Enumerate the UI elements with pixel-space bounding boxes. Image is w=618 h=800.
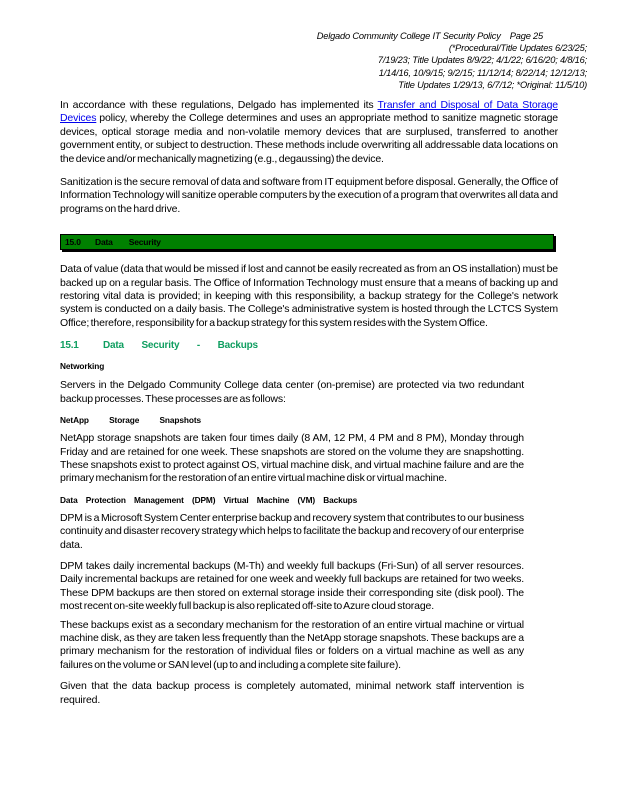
netapp-snapshots-heading: NetApp Storage Snapshots xyxy=(60,415,202,426)
section-15-0-number: 15.0 xyxy=(65,237,81,248)
header-line: 7/19/23; Title Updates 8/9/22; 4/1/22; 6/16/20; 4/8/16; xyxy=(377,55,587,66)
networking-heading: Networking xyxy=(60,361,105,372)
data-of-value-paragraph: Data of value (data that would be missed if lost and cannot be easily recreated as from an OS installation) must be backed up on a regular basis. The Office of Information Technology must ensure that a means of backing up and restoring vital data is provided; in keeping with this responsibility, a backup strategy for the College's network system is conducted on a daily basis. The College's administrative system is hosted through the LCTCS System Office; therefore, responsibility for a backup strategy for this system resides with the System Office. xyxy=(60,263,558,329)
intro-text-after-link: policy, whereby the College determines and uses an appropriate method to sanitize magnetic storage devices, optical storage media and non-volatile memory devices that are surplused, transferred to another government entity, or subject to destruction. These methods include overwriting all addressable data locations on the device and/or mechanically magnetizing (e.g., degaussing) the device. xyxy=(60,112,558,165)
dpm-overview-paragraph: DPM is a Microsoft System Center enterprise backup and recovery system that contributes to our business continuity and disaster recovery strategy which helps to facilitate the backup and recovery of our enterprise data. xyxy=(60,511,524,551)
section-15-0-title: Data Security xyxy=(95,237,161,248)
page-header xyxy=(0,30,587,91)
intro-text-before-link: In accordance with these regulations, Delgado has implemented its xyxy=(60,99,378,111)
closing-paragraph: Given that the data backup process is completely automated, minimal network staff intervention is required. xyxy=(60,680,524,706)
transfer-disposal-link[interactable]: Transfer and Disposal of Data Storage Devices xyxy=(60,99,558,125)
dpm-backups-heading: Data Protection Management (DPM) Virtual Machine (VM) Backups xyxy=(60,494,358,505)
header-line: Title Updates 1/29/13, 6/7/12; *Original: 11/5/10) xyxy=(398,79,587,90)
header-line: 1/14/16, 10/9/15; 9/2/15; 11/12/14; 8/22/14; 12/12/13; xyxy=(378,67,587,78)
section-15-1-title: Data Security - Backups xyxy=(103,340,258,352)
section-15-1-heading xyxy=(60,340,558,351)
header-line: Delgado Community College IT Security Policy Page 25 xyxy=(316,31,543,41)
dpm-secondary-mechanism-paragraph: These backups exist as a secondary mechanism for the restoration of an entire virtual machine or virtual machine disk, as they are taken less frequently than the NetApp storage snapshots. These backups are a primary mechanism for the restoration of individual files or folders on a virtual machine as well as any failures on the volume or SAN level (up to and including a complete site failure). xyxy=(60,618,524,671)
intro-paragraph xyxy=(60,99,558,166)
header-line: (*Procedural/Title Updates 6/23/25; xyxy=(448,43,587,54)
servers-paragraph: Servers in the Delgado Community College data center (on-premise) are protected via two redundant backup processes. These processes are as follows: xyxy=(60,379,524,405)
dpm-schedule-paragraph: DPM takes daily incremental backups (M-Th) and weekly full backups (Fri-Sun) of all server resources. Daily incremental backups are retained for one week and weekly full backups are retained for two weeks. These DPM backups are then stored on external storage inside their corresponding site (disk pool). The most recent on-site weekly full backup is also replicated off-site to Azure cloud storage. xyxy=(60,559,524,613)
section-15-1-number: 15.1 xyxy=(60,340,79,352)
document-body xyxy=(60,99,558,717)
section-15-0-header-bar xyxy=(60,234,554,250)
netapp-snapshots-paragraph: NetApp storage snapshots are taken four times daily (8 AM, 12 PM, 4 PM and 8 PM), Monday through Friday and are retained for one week. These snapshots are stored on the volume they are snapshotting. These snapshots exist to protect against OS, virtual machine disk, and virtual machine failure and are the primary mechanism for the restoration of an entire virtual machine disk or virtual machine. xyxy=(60,432,524,485)
sanitization-paragraph: Sanitization is the secure removal of data and software from IT equipment before disposal. Generally, the Office of Information Technology will sanitize operable computers by the execution of a program that overwrites all data and programs on the hard drive. xyxy=(60,176,558,215)
